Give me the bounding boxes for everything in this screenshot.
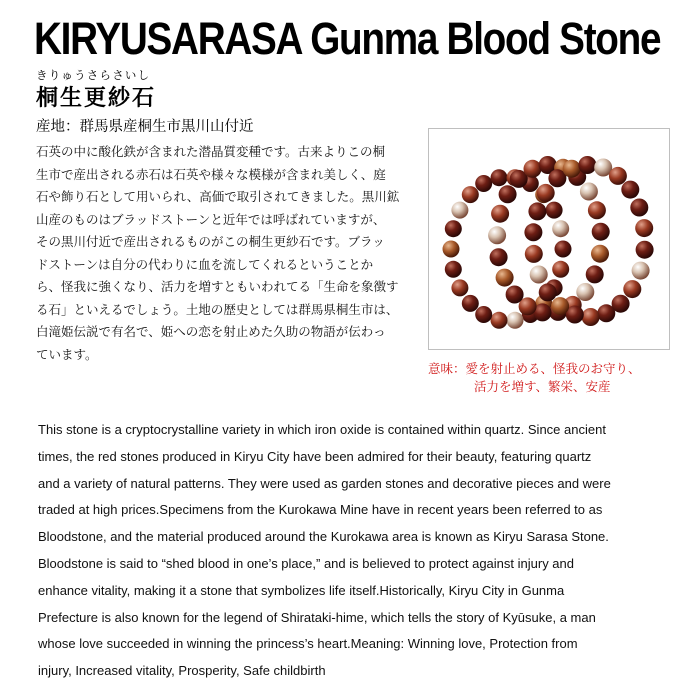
bead (475, 175, 492, 192)
bead (552, 220, 569, 237)
bead (586, 265, 604, 283)
en-line: This stone is a cryptocrystalline variety in which iron oxide is contained within quartz. Since ancient (38, 422, 606, 437)
en-line: traded at high prices.Specimens from the Kurokawa Mine have in recent years been referred to as (38, 502, 603, 518)
kanji-name: 桐生更紗石 (36, 86, 157, 111)
bead (490, 248, 508, 266)
bead (591, 245, 609, 263)
bead (475, 306, 492, 323)
jp-line: その黒川付近で産出されるものがこの桐生更紗石です。ブラッ (36, 234, 385, 249)
bead (530, 266, 548, 284)
kanji-reading: きりゅうさらさいし (36, 68, 151, 82)
bead (580, 183, 598, 201)
bead (592, 223, 610, 241)
bead (555, 241, 572, 258)
bead (582, 308, 600, 326)
meaning-caption (428, 360, 678, 396)
origin-line: 産地：群馬県産桐生市黒川山付近 (36, 119, 254, 135)
bracelets-image (429, 129, 669, 349)
bead (588, 201, 606, 219)
bead (551, 297, 569, 315)
bead (524, 223, 542, 241)
bead (443, 241, 460, 258)
en-line: Bloodstone is said to “shed blood in one’s place,” and is believed to protect against injury and (38, 555, 574, 571)
bead (525, 245, 543, 263)
bead (539, 283, 557, 301)
jp-line: 生市で産出される赤石は石英や様々な模様が含まれ美しく、庭 (36, 166, 386, 182)
jp-line: ています。 (36, 346, 98, 362)
en-line: and a variety of natural patterns. They were used as garden stones and decorative pieces and were (38, 475, 611, 491)
bead (499, 185, 517, 203)
product-title: KIRYUSARASA Gunma Blood Stone (34, 13, 661, 64)
en-line: Prefecture is also known for the legend of Shirataki-hime, which tells the story of Kyūsuke, a man (38, 609, 596, 625)
english-description (38, 417, 668, 685)
bead (507, 312, 524, 329)
bead (636, 241, 654, 259)
bead (496, 269, 514, 287)
en-line: enhance vitality, making it a stone that symbolizes life itself.Historically, Kiryu City in Gunma (38, 582, 565, 598)
bead (462, 295, 479, 312)
bead (491, 312, 508, 329)
bead (488, 226, 506, 244)
jp-line: る石」といえるでしょう。土地の歴史としては群馬県桐生市は、 (36, 301, 399, 317)
jp-line: 白滝姫伝説で有名で、姫への恋を射止めた久助の物語が伝わっ (36, 324, 386, 339)
meaning-line-2: 活力を増す、繁栄、安産 (474, 379, 611, 394)
jp-line: ら、怪我に強くなり、活力を増すともいわれてる「生命を象徴す (36, 279, 399, 294)
en-line: injury, Increased vitality, Prosperity, Safe childbirth (38, 663, 326, 679)
bead (552, 261, 569, 278)
bead (445, 261, 462, 278)
bead (451, 279, 468, 296)
bead (524, 160, 542, 178)
japanese-description (36, 141, 400, 366)
bead (623, 280, 641, 298)
jp-line: ドストーンは自分の代わりに血を流してくれるということか (36, 256, 374, 272)
bead (537, 184, 555, 202)
bead (451, 202, 468, 219)
en-line: times, the red stones produced in Kiryu City have been admired for their beauty, featuring quartz (38, 448, 592, 464)
bead (621, 181, 639, 199)
jp-line: 山産のものはブラッドストーンと近年では呼ばれていますが、 (36, 211, 386, 227)
bead (630, 199, 648, 217)
en-line: Bloodstone, and the material produced around the Kurokawa area is known as Kiryu Sarasa Stone. (38, 529, 609, 545)
bead (462, 186, 479, 203)
bead (609, 167, 627, 185)
en-line: whose love succeeded in winning the princess’s heart.Meaning: Winning love, Protection from (38, 636, 578, 652)
bead (491, 205, 509, 223)
product-photo (428, 128, 670, 350)
jp-line: 石や飾り石として用いられ、高価で取引されてきました。黒川鉱 (36, 189, 400, 204)
bead (576, 283, 594, 301)
bead (635, 219, 653, 237)
meaning-line-1: 意味：愛を射止める、怪我のお守り、 (428, 361, 641, 376)
jp-line: 石英の中に酸化鉄が含まれた潜晶質変種です。古来よりこの桐 (36, 144, 386, 159)
bead (546, 202, 563, 219)
bead (491, 169, 508, 186)
bead (528, 202, 546, 220)
bead (578, 156, 596, 174)
bead (445, 220, 462, 237)
bead (597, 304, 615, 322)
bead (632, 262, 650, 280)
bead (506, 286, 524, 304)
bead (563, 160, 581, 178)
